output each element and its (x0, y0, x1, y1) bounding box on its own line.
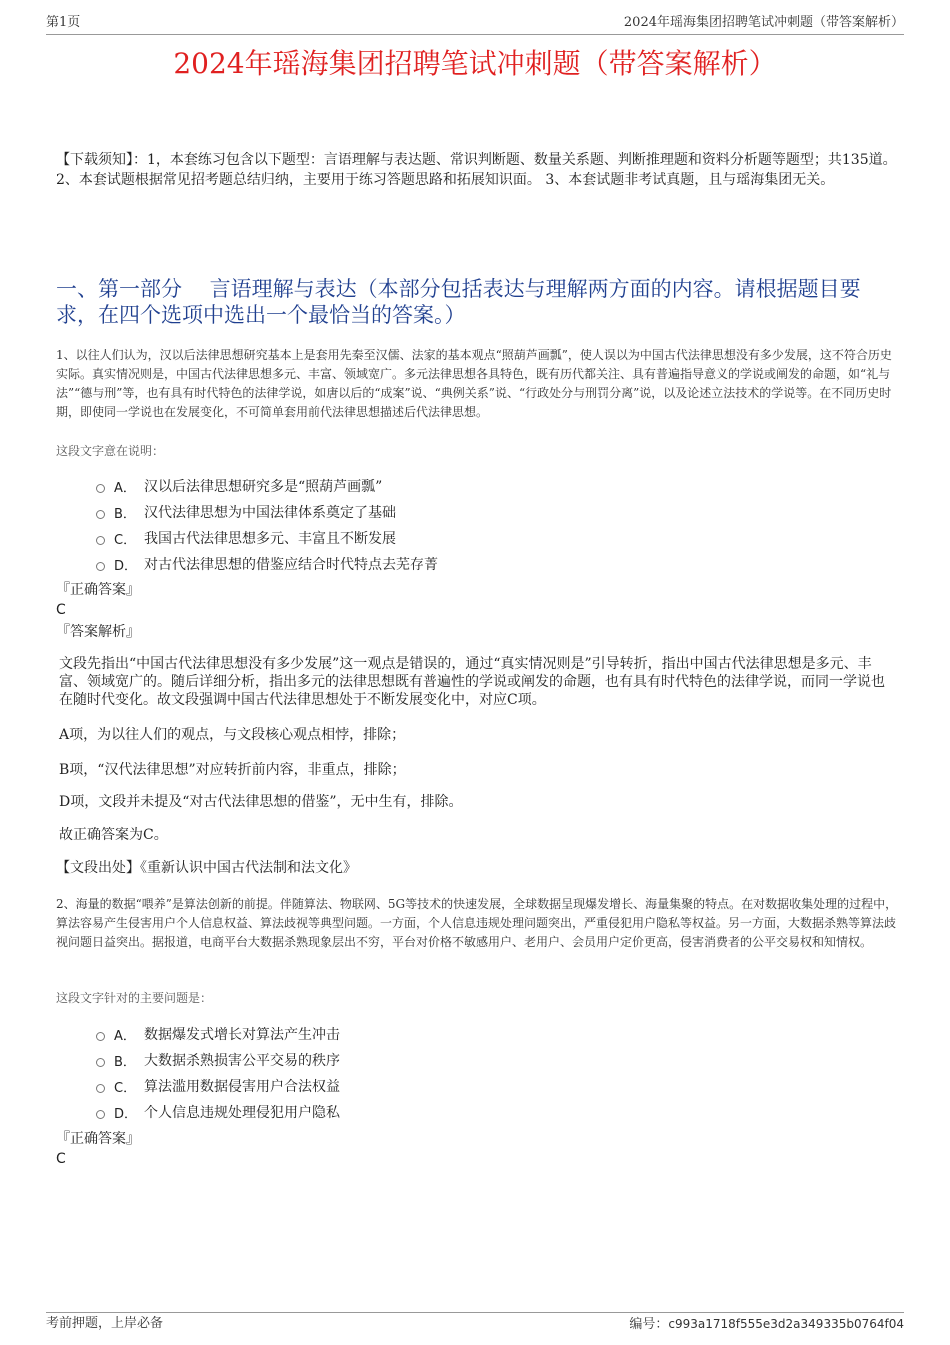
analysis-paragraph: D项，文段并未提及“对古代法律思想的借鉴”，无中生有，排除。 (59, 794, 463, 810)
option-c[interactable] (96, 1073, 340, 1099)
option-letter: A． (114, 480, 136, 496)
option-letter: B． (114, 506, 136, 522)
page-header (46, 14, 904, 35)
question-1-text: 1、以往人们认为，汉以后法律思想研究基本上是套用先秦至汉儒、法家的基本观点“照葫芦画瓢”，使人误以为中国古代法律思想没有多少发展，这不符合历史实际。真实情况则是，中国古代法律思想多元、丰富、领域宽广。多元法律思想各具特色，既有历代都关注、具有普遍指导意义的学说或阐发的命题，如“礼与法”“德与刑”等，也有具有时代特色的法律学说，如唐以后的“成案”说、“典例关系”说、“行政处分与刑罚分离”说，以及论述立法技术的学说等。在不同历史时期，即使同一学说也在发展变化，不可简单套用前代法律思想描述后代法律思想。 (56, 348, 892, 419)
radio-icon[interactable] (96, 562, 105, 571)
option-letter: D． (114, 1106, 138, 1122)
option-letter: D． (114, 558, 138, 574)
radio-icon[interactable] (96, 1058, 105, 1067)
analysis-paragraph: 故正确答案为C。 (59, 827, 168, 843)
document-code (629, 1315, 904, 1334)
option-text: 数据爆发式增长对算法产生冲击 (144, 1027, 340, 1043)
option-letter: B． (114, 1054, 136, 1070)
question-1-options (96, 473, 438, 577)
option-text: 汉代法律思想为中国法律体系奠定了基础 (144, 505, 396, 521)
download-notice: 【下载须知】：1，本套练习包含以下题型：言语理解与表达题、常识判断题、数量关系题、判断推理题和资料分析题等题型；共135道。 2、本套试题根据常见招考题总结归纳，主要用于练习答题思路和拓展知识面。 3、本套试题非考试真题，且与瑶海集团无关。 (56, 152, 897, 188)
question-2-prompt: 这段文字针对的主要问题是： (56, 991, 213, 1005)
option-b[interactable] (96, 499, 438, 525)
question-1-prompt: 这段文字意在说明： (56, 444, 165, 458)
radio-icon[interactable] (96, 1084, 105, 1093)
analysis-paragraph: B项，“汉代法律思想”对应转折前内容，非重点，排除； (59, 762, 406, 778)
text-source: 【文段出处】《重新认识中国古代法制和法文化》 (56, 860, 357, 876)
option-text: 汉以后法律思想研究多是“照葫芦画瓢” (144, 479, 383, 495)
footer-slogan: 考前押题，上岸必备 (46, 1316, 164, 1331)
option-text: 算法滥用数据侵害用户合法权益 (144, 1079, 340, 1095)
question-2-options (96, 1021, 340, 1125)
correct-answer: C (56, 602, 66, 618)
option-letter: C． (114, 532, 137, 548)
code-label: 编号： (629, 1317, 669, 1332)
radio-icon[interactable] (96, 536, 105, 545)
option-text: 我国古代法律思想多元、丰富且不断发展 (144, 531, 396, 547)
radio-icon[interactable] (96, 510, 105, 519)
correct-answer-label: 『正确答案』 (56, 582, 140, 598)
radio-icon[interactable] (96, 1110, 105, 1119)
question-2-text: 2、海量的数据“喂养”是算法创新的前提。伴随算法、物联网、5G等技术的快速发展，全球数据呈现爆发增长、海量集聚的特点。在对数据收集处理的过程中，算法容易产生侵害用户个人信息权益、算法歧视等典型问题。一方面，个人信息违规处理问题突出，严重侵犯用户隐私等权益。另一方面，大数据杀熟等算法歧视问题日益突出。据报道，电商平台大数据杀熟现象层出不穷，平台对价格不敏感用户、老用户、会员用户定价更高，侵害消费者的公平交易权和知情权。 (56, 897, 898, 949)
code-value: c993a1718f555e3d2a349335b0764f04 (668, 1317, 904, 1331)
radio-icon[interactable] (96, 1032, 105, 1041)
option-c[interactable] (96, 525, 438, 551)
option-text: 大数据杀熟损害公平交易的秩序 (144, 1053, 340, 1069)
option-a[interactable] (96, 1021, 340, 1047)
page-footer (46, 1312, 904, 1333)
option-d[interactable] (96, 1099, 340, 1125)
correct-answer-label: 『正确答案』 (56, 1131, 140, 1147)
option-letter: C． (114, 1080, 137, 1096)
option-d[interactable] (96, 551, 438, 577)
option-text: 对古代法律思想的借鉴应结合时代特点去芜存菁 (144, 557, 438, 573)
analysis-label: 『答案解析』 (56, 624, 140, 640)
section-title: 一、第一部分 言语理解与表达（本部分包括表达与理解两方面的内容。请根据题目要求，在四个选项中选出一个最恰当的答案。） (56, 277, 861, 327)
radio-icon[interactable] (96, 484, 105, 493)
analysis-paragraph: A项，为以往人们的观点，与文段核心观点相悖，排除； (59, 727, 406, 743)
page-number: 第1页 (46, 15, 81, 30)
document-title: 2024年瑶海集团招聘笔试冲刺题（带答案解析） (173, 47, 777, 80)
analysis-paragraph: 文段先指出“中国古代法律思想没有多少发展”这一观点是错误的，通过“真实情况则是”引导转折，指出中国古代法律思想是多元、丰富、领域宽广的。随后详细分析，指出多元的法律思想既有普遍性的学说或阐发的命题，也有具有时代特色的法律学说，而同一学说也在随时代变化。故文段强调中国古代法律思想处于不断发展变化中，对应C项。 (59, 656, 885, 708)
option-text: 个人信息违规处理侵犯用户隐私 (144, 1105, 340, 1121)
option-a[interactable] (96, 473, 438, 499)
correct-answer: C (56, 1151, 66, 1167)
option-letter: A． (114, 1028, 136, 1044)
header-doc-title: 2024年瑶海集团招聘笔试冲刺题（带答案解析） (623, 15, 904, 30)
option-b[interactable] (96, 1047, 340, 1073)
